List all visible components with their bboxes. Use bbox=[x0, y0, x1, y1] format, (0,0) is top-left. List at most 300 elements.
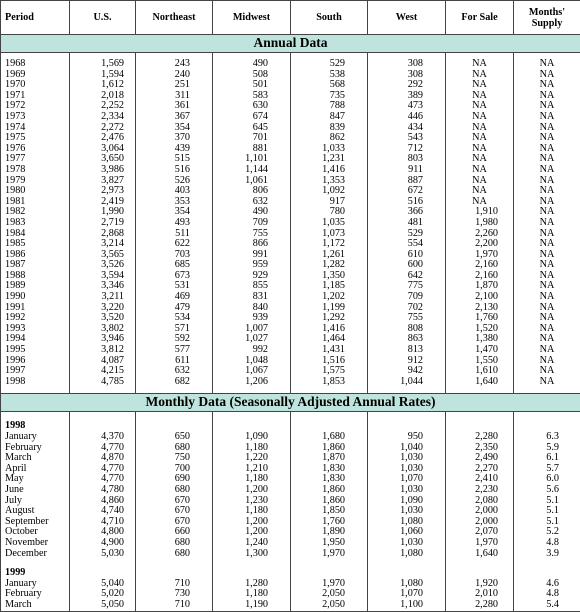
spacer-row bbox=[1, 412, 580, 422]
value-cell: 516 bbox=[136, 165, 213, 176]
value-cell: 2,010 bbox=[446, 589, 514, 600]
value-cell: 709 bbox=[213, 218, 291, 229]
value-cell: 1,830 bbox=[291, 464, 368, 475]
value-cell: 403 bbox=[136, 186, 213, 197]
table-row bbox=[1, 70, 580, 81]
value-cell: 866 bbox=[213, 239, 291, 250]
period-cell: 1997 bbox=[1, 366, 70, 377]
monthly-data-title: Monthly Data (Seasonally Adjusted Annual Rates) bbox=[1, 394, 580, 412]
spacer-cell bbox=[514, 412, 580, 422]
value-cell: 473 bbox=[368, 101, 446, 112]
value-cell: 1,101 bbox=[213, 154, 291, 165]
value-cell: 1,640 bbox=[446, 549, 514, 560]
table-row bbox=[1, 123, 580, 134]
value-cell: 1,282 bbox=[291, 260, 368, 271]
value-cell: 4,770 bbox=[70, 474, 136, 485]
value-cell: NA bbox=[446, 70, 514, 81]
value-cell: NA bbox=[514, 377, 580, 388]
value-cell: 672 bbox=[368, 186, 446, 197]
value-cell: NA bbox=[446, 59, 514, 70]
value-cell: 583 bbox=[213, 91, 291, 102]
value-cell: NA bbox=[514, 281, 580, 292]
value-cell: 3,812 bbox=[70, 345, 136, 356]
value-cell: NA bbox=[514, 133, 580, 144]
value-cell: 632 bbox=[213, 197, 291, 208]
value-cell: 543 bbox=[368, 133, 446, 144]
period-cell: 1994 bbox=[1, 334, 70, 345]
value-cell: 2,160 bbox=[446, 260, 514, 271]
value-cell: 1,516 bbox=[291, 356, 368, 367]
period-cell: 1978 bbox=[1, 165, 70, 176]
value-cell: NA bbox=[514, 313, 580, 324]
value-cell: 2,252 bbox=[70, 101, 136, 112]
value-cell: 2,230 bbox=[446, 485, 514, 496]
value-cell: 680 bbox=[136, 485, 213, 496]
value-cell: NA bbox=[446, 197, 514, 208]
value-cell: 1,380 bbox=[446, 334, 514, 345]
value-cell: 3,946 bbox=[70, 334, 136, 345]
period-cell: April bbox=[1, 464, 70, 475]
value-cell: 3,986 bbox=[70, 165, 136, 176]
period-cell: 1986 bbox=[1, 250, 70, 261]
value-cell: 481 bbox=[368, 218, 446, 229]
period-cell: 1991 bbox=[1, 303, 70, 314]
value-cell: 4,770 bbox=[70, 464, 136, 475]
value-cell: 803 bbox=[368, 154, 446, 165]
value-cell: 1,035 bbox=[291, 218, 368, 229]
spacer-cell bbox=[70, 559, 136, 568]
value-cell: 4,215 bbox=[70, 366, 136, 377]
value-cell: 5.1 bbox=[514, 517, 580, 528]
value-cell: 4,710 bbox=[70, 517, 136, 528]
value-cell: 1,760 bbox=[291, 517, 368, 528]
value-cell: 3,650 bbox=[70, 154, 136, 165]
spacer-cell bbox=[136, 559, 213, 568]
period-cell: February bbox=[1, 589, 70, 600]
spacer-cell bbox=[368, 412, 446, 422]
table-row bbox=[1, 133, 580, 144]
value-cell: 780 bbox=[291, 207, 368, 218]
table-row bbox=[1, 600, 580, 611]
value-cell: 1,202 bbox=[291, 292, 368, 303]
value-cell: 3,802 bbox=[70, 324, 136, 335]
value-cell: NA bbox=[514, 356, 580, 367]
value-cell: 538 bbox=[291, 70, 368, 81]
period-cell: 1976 bbox=[1, 144, 70, 155]
period-cell: March bbox=[1, 453, 70, 464]
value-cell: 1,853 bbox=[291, 377, 368, 388]
value-cell: 4,870 bbox=[70, 453, 136, 464]
table-row bbox=[1, 549, 580, 560]
value-cell: 366 bbox=[368, 207, 446, 218]
value-cell: 439 bbox=[136, 144, 213, 155]
value-cell: 1,100 bbox=[368, 600, 446, 611]
table-row bbox=[1, 589, 580, 600]
value-cell: NA bbox=[514, 345, 580, 356]
value-cell: 682 bbox=[136, 377, 213, 388]
value-cell: 862 bbox=[291, 133, 368, 144]
value-cell: 1,060 bbox=[368, 527, 446, 538]
value-cell: NA bbox=[514, 260, 580, 271]
period-cell: December bbox=[1, 549, 70, 560]
value-cell: 1,970 bbox=[291, 579, 368, 590]
period-cell: October bbox=[1, 527, 70, 538]
value-cell: 5,050 bbox=[70, 600, 136, 611]
value-cell: 1,261 bbox=[291, 250, 368, 261]
value-cell: 2,419 bbox=[70, 197, 136, 208]
value-cell: 959 bbox=[213, 260, 291, 271]
value-cell: 855 bbox=[213, 281, 291, 292]
value-cell: 571 bbox=[136, 324, 213, 335]
value-cell: 568 bbox=[291, 80, 368, 91]
value-cell: 788 bbox=[291, 101, 368, 112]
value-cell: 710 bbox=[136, 579, 213, 590]
value-cell: NA bbox=[514, 176, 580, 187]
value-cell: 490 bbox=[213, 59, 291, 70]
value-cell: NA bbox=[446, 101, 514, 112]
value-cell: 1,830 bbox=[291, 474, 368, 485]
value-cell: 863 bbox=[368, 334, 446, 345]
value-cell: 1,280 bbox=[213, 579, 291, 590]
spacer-cell bbox=[136, 421, 213, 432]
value-cell: 680 bbox=[136, 443, 213, 454]
value-cell: 516 bbox=[368, 197, 446, 208]
value-cell: 1,550 bbox=[446, 356, 514, 367]
value-cell: 1,860 bbox=[291, 496, 368, 507]
value-cell: 4,785 bbox=[70, 377, 136, 388]
value-cell: 1,080 bbox=[368, 579, 446, 590]
value-cell: NA bbox=[514, 123, 580, 134]
value-cell: 730 bbox=[136, 589, 213, 600]
value-cell: 2,050 bbox=[291, 589, 368, 600]
value-cell: 775 bbox=[368, 281, 446, 292]
header-period: Period bbox=[1, 1, 70, 35]
value-cell: 917 bbox=[291, 197, 368, 208]
value-cell: 831 bbox=[213, 292, 291, 303]
value-cell: 361 bbox=[136, 101, 213, 112]
value-cell: 1,594 bbox=[70, 70, 136, 81]
period-cell: 1995 bbox=[1, 345, 70, 356]
value-cell: 1,610 bbox=[446, 366, 514, 377]
value-cell: NA bbox=[446, 91, 514, 102]
value-cell: 501 bbox=[213, 80, 291, 91]
value-cell: 2,050 bbox=[291, 600, 368, 611]
value-cell: 3,827 bbox=[70, 176, 136, 187]
header-west: West bbox=[368, 1, 446, 35]
value-cell: 2,350 bbox=[446, 443, 514, 454]
value-cell: 4.6 bbox=[514, 579, 580, 590]
value-cell: 1,231 bbox=[291, 154, 368, 165]
period-cell: 1984 bbox=[1, 229, 70, 240]
year-label: 1999 bbox=[1, 568, 70, 579]
value-cell: 526 bbox=[136, 176, 213, 187]
value-cell: 642 bbox=[368, 271, 446, 282]
period-cell: 1970 bbox=[1, 80, 70, 91]
value-cell: 1,073 bbox=[291, 229, 368, 240]
value-cell: 479 bbox=[136, 303, 213, 314]
period-cell: 1993 bbox=[1, 324, 70, 335]
value-cell: 755 bbox=[368, 313, 446, 324]
value-cell: NA bbox=[514, 303, 580, 314]
value-cell: 650 bbox=[136, 432, 213, 443]
spacer-cell bbox=[514, 559, 580, 568]
value-cell: 1,240 bbox=[213, 538, 291, 549]
header-northeast: Northeast bbox=[136, 1, 213, 35]
value-cell: 674 bbox=[213, 112, 291, 123]
period-cell: 1992 bbox=[1, 313, 70, 324]
value-cell: 735 bbox=[291, 91, 368, 102]
value-cell: 1,353 bbox=[291, 176, 368, 187]
value-cell: 592 bbox=[136, 334, 213, 345]
value-cell: 1,850 bbox=[291, 506, 368, 517]
spacer-cell bbox=[368, 421, 446, 432]
value-cell: 1,044 bbox=[368, 377, 446, 388]
value-cell: NA bbox=[514, 324, 580, 335]
value-cell: 1,431 bbox=[291, 345, 368, 356]
period-cell: September bbox=[1, 517, 70, 528]
spacer-row bbox=[1, 559, 580, 568]
value-cell: 709 bbox=[368, 292, 446, 303]
value-cell: 353 bbox=[136, 197, 213, 208]
value-cell: 2,270 bbox=[446, 464, 514, 475]
period-cell: January bbox=[1, 432, 70, 443]
value-cell: 1,210 bbox=[213, 464, 291, 475]
header-months-supply: Months' Supply bbox=[514, 1, 580, 35]
period-cell: February bbox=[1, 443, 70, 454]
value-cell: 4,087 bbox=[70, 356, 136, 367]
value-cell: 680 bbox=[136, 538, 213, 549]
value-cell: 4,860 bbox=[70, 496, 136, 507]
spacer-cell bbox=[213, 412, 291, 422]
value-cell: 308 bbox=[368, 59, 446, 70]
period-cell: 1985 bbox=[1, 239, 70, 250]
value-cell: 630 bbox=[213, 101, 291, 112]
value-cell: 1,220 bbox=[213, 453, 291, 464]
spacer-cell bbox=[291, 559, 368, 568]
value-cell: 887 bbox=[368, 176, 446, 187]
value-cell: 240 bbox=[136, 70, 213, 81]
value-cell: 881 bbox=[213, 144, 291, 155]
value-cell: 813 bbox=[368, 345, 446, 356]
value-cell: 1,300 bbox=[213, 549, 291, 560]
value-cell: 950 bbox=[368, 432, 446, 443]
value-cell: 1,080 bbox=[368, 517, 446, 528]
value-cell: 847 bbox=[291, 112, 368, 123]
header-midwest: Midwest bbox=[213, 1, 291, 35]
value-cell: 1,920 bbox=[446, 579, 514, 590]
value-cell: 3,565 bbox=[70, 250, 136, 261]
value-cell: 992 bbox=[213, 345, 291, 356]
value-cell: 710 bbox=[136, 600, 213, 611]
value-cell: 3,064 bbox=[70, 144, 136, 155]
value-cell: NA bbox=[514, 59, 580, 70]
value-cell: 6.0 bbox=[514, 474, 580, 485]
value-cell: 1,040 bbox=[368, 443, 446, 454]
value-cell: 1,680 bbox=[291, 432, 368, 443]
value-cell: NA bbox=[514, 366, 580, 377]
value-cell: 1,180 bbox=[213, 474, 291, 485]
value-cell: 1,030 bbox=[368, 464, 446, 475]
value-cell: 1,910 bbox=[446, 207, 514, 218]
value-cell: 1,200 bbox=[213, 485, 291, 496]
value-cell: 2,280 bbox=[446, 600, 514, 611]
value-cell: 2,719 bbox=[70, 218, 136, 229]
value-cell: 600 bbox=[368, 260, 446, 271]
value-cell: 370 bbox=[136, 133, 213, 144]
value-cell: 806 bbox=[213, 186, 291, 197]
value-cell: 5.4 bbox=[514, 600, 580, 611]
value-cell: 529 bbox=[291, 59, 368, 70]
value-cell: NA bbox=[514, 229, 580, 240]
value-cell: 529 bbox=[368, 229, 446, 240]
period-cell: May bbox=[1, 474, 70, 485]
period-cell: 1981 bbox=[1, 197, 70, 208]
table-row bbox=[1, 176, 580, 187]
value-cell: 1,027 bbox=[213, 334, 291, 345]
value-cell: 1,048 bbox=[213, 356, 291, 367]
value-cell: 1,980 bbox=[446, 218, 514, 229]
value-cell: 2,160 bbox=[446, 271, 514, 282]
table-row bbox=[1, 91, 580, 102]
value-cell: 670 bbox=[136, 506, 213, 517]
value-cell: 660 bbox=[136, 527, 213, 538]
value-cell: 2,868 bbox=[70, 229, 136, 240]
value-cell: 1,416 bbox=[291, 165, 368, 176]
value-cell: NA bbox=[514, 144, 580, 155]
period-cell: 1979 bbox=[1, 176, 70, 187]
table-row bbox=[1, 432, 580, 443]
value-cell: 1,030 bbox=[368, 485, 446, 496]
value-cell: NA bbox=[514, 70, 580, 81]
value-cell: 2,272 bbox=[70, 123, 136, 134]
value-cell: 1,185 bbox=[291, 281, 368, 292]
value-cell: 5.9 bbox=[514, 443, 580, 454]
value-cell: 1,092 bbox=[291, 186, 368, 197]
value-cell: 645 bbox=[213, 123, 291, 134]
value-cell: 1,970 bbox=[291, 549, 368, 560]
value-cell: 534 bbox=[136, 313, 213, 324]
value-cell: 469 bbox=[136, 292, 213, 303]
value-cell: 1,860 bbox=[291, 485, 368, 496]
value-cell: 632 bbox=[136, 366, 213, 377]
value-cell: 5,030 bbox=[70, 549, 136, 560]
value-cell: 5.7 bbox=[514, 464, 580, 475]
value-cell: 1,860 bbox=[291, 443, 368, 454]
value-cell: 912 bbox=[368, 356, 446, 367]
value-cell: 367 bbox=[136, 112, 213, 123]
spacer-cell bbox=[368, 559, 446, 568]
value-cell: 1,612 bbox=[70, 80, 136, 91]
period-cell: 1983 bbox=[1, 218, 70, 229]
value-cell: 515 bbox=[136, 154, 213, 165]
value-cell: NA bbox=[446, 133, 514, 144]
value-cell: 680 bbox=[136, 549, 213, 560]
table-row bbox=[1, 101, 580, 112]
spacer-cell bbox=[213, 559, 291, 568]
value-cell: 4.8 bbox=[514, 538, 580, 549]
value-cell: 1,464 bbox=[291, 334, 368, 345]
value-cell: 2,490 bbox=[446, 453, 514, 464]
value-cell: 670 bbox=[136, 496, 213, 507]
period-cell: 1982 bbox=[1, 207, 70, 218]
value-cell: 685 bbox=[136, 260, 213, 271]
period-cell: 1989 bbox=[1, 281, 70, 292]
period-cell: August bbox=[1, 506, 70, 517]
value-cell: 308 bbox=[368, 70, 446, 81]
year-label: 1998 bbox=[1, 421, 70, 432]
value-cell: 3,220 bbox=[70, 303, 136, 314]
spacer-cell bbox=[136, 412, 213, 422]
value-cell: 3.9 bbox=[514, 549, 580, 560]
value-cell: 1,292 bbox=[291, 313, 368, 324]
value-cell: 1,061 bbox=[213, 176, 291, 187]
value-cell: NA bbox=[514, 186, 580, 197]
period-cell: 1974 bbox=[1, 123, 70, 134]
value-cell: 712 bbox=[368, 144, 446, 155]
value-cell: 5,020 bbox=[70, 589, 136, 600]
value-cell: 2,070 bbox=[446, 527, 514, 538]
value-cell: 1,206 bbox=[213, 377, 291, 388]
value-cell: 1,030 bbox=[368, 506, 446, 517]
value-cell: 4,780 bbox=[70, 485, 136, 496]
value-cell: NA bbox=[446, 165, 514, 176]
value-cell: 3,346 bbox=[70, 281, 136, 292]
value-cell: 690 bbox=[136, 474, 213, 485]
value-cell: 1,190 bbox=[213, 600, 291, 611]
value-cell: NA bbox=[446, 186, 514, 197]
spacer-cell bbox=[291, 412, 368, 422]
period-cell: 1975 bbox=[1, 133, 70, 144]
header-row bbox=[1, 1, 580, 35]
period-cell: 1969 bbox=[1, 70, 70, 81]
value-cell: 4.8 bbox=[514, 589, 580, 600]
spacer-cell bbox=[446, 412, 514, 422]
value-cell: 1,199 bbox=[291, 303, 368, 314]
value-cell: NA bbox=[514, 154, 580, 165]
value-cell: 1,172 bbox=[291, 239, 368, 250]
value-cell: NA bbox=[514, 101, 580, 112]
spacer-cell bbox=[446, 559, 514, 568]
table-row bbox=[1, 154, 580, 165]
value-cell: 1,990 bbox=[70, 207, 136, 218]
annual-data-title: Annual Data bbox=[1, 35, 580, 53]
value-cell: 1,350 bbox=[291, 271, 368, 282]
value-cell: 5.1 bbox=[514, 496, 580, 507]
value-cell: 490 bbox=[213, 207, 291, 218]
table-row bbox=[1, 59, 580, 70]
value-cell: 2,100 bbox=[446, 292, 514, 303]
value-cell: 2,280 bbox=[446, 432, 514, 443]
value-cell: 1,067 bbox=[213, 366, 291, 377]
value-cell: 670 bbox=[136, 517, 213, 528]
value-cell: 1,090 bbox=[213, 432, 291, 443]
value-cell: 1,520 bbox=[446, 324, 514, 335]
spacer-cell bbox=[70, 412, 136, 422]
period-cell: 1971 bbox=[1, 91, 70, 102]
value-cell: 1,760 bbox=[446, 313, 514, 324]
value-cell: 554 bbox=[368, 239, 446, 250]
value-cell: NA bbox=[514, 334, 580, 345]
value-cell: 1,200 bbox=[213, 517, 291, 528]
value-cell: 311 bbox=[136, 91, 213, 102]
value-cell: 755 bbox=[213, 229, 291, 240]
value-cell: 1,870 bbox=[291, 453, 368, 464]
value-cell: 701 bbox=[213, 133, 291, 144]
monthly-section-row bbox=[1, 394, 580, 412]
value-cell: 577 bbox=[136, 345, 213, 356]
value-cell: NA bbox=[514, 80, 580, 91]
value-cell: NA bbox=[514, 197, 580, 208]
